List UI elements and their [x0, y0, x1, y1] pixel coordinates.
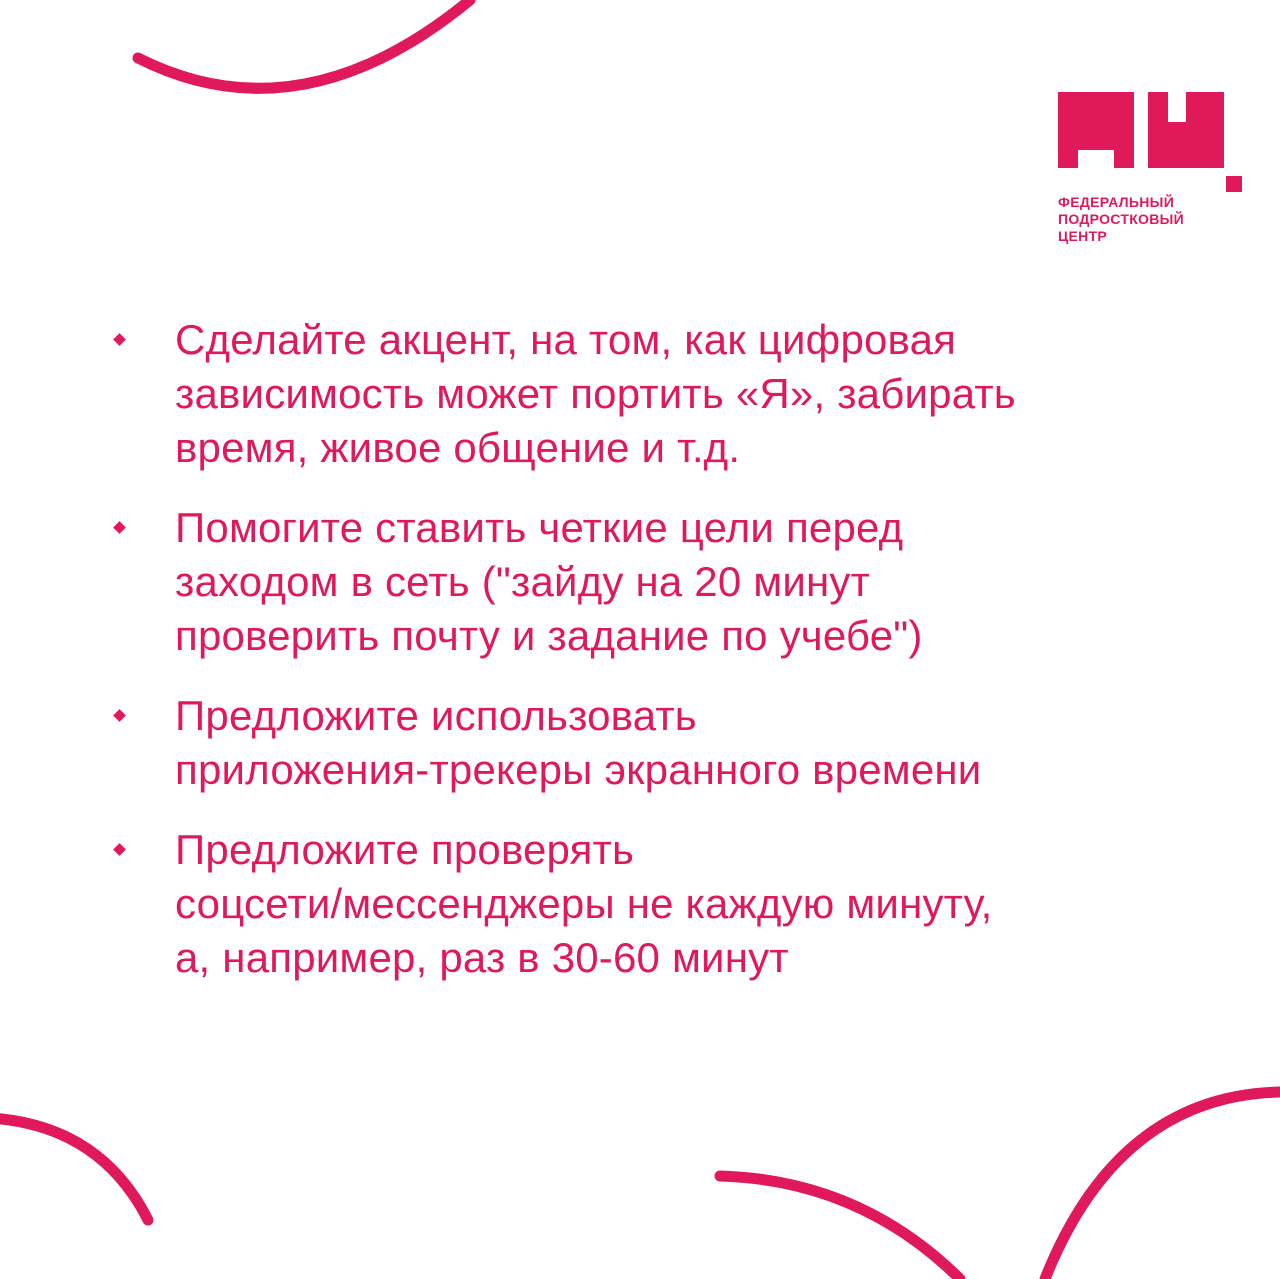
logo-caption-line: ФЕДЕРАЛЬНЫЙ [1058, 194, 1175, 210]
diamond-bullet-icon [113, 521, 126, 534]
tip-text-line: зависимость может портить «Я», забирать [175, 370, 1016, 417]
diamond-bullet-icon [113, 843, 126, 856]
tip-text-line: время, живое общение и т.д. [175, 424, 741, 471]
decorative-arc-top [138, 0, 470, 88]
logo-caption [1058, 194, 1248, 245]
diamond-bullet-icon [113, 333, 126, 346]
federal-teen-center-logo [1058, 92, 1248, 245]
tip-text-line: заходом в сеть ("зайду на 20 минут [175, 558, 871, 605]
tip-item [110, 501, 1170, 663]
decorative-arc-bottom-right [1045, 1092, 1280, 1279]
tip-text-line: Предложите использовать [175, 692, 697, 739]
logo-caption-line: ПОДРОСТКОВЫЙ [1058, 211, 1185, 227]
tip-text-line: Помогите ставить четкие цели перед [175, 504, 904, 551]
tip-text-line: Предложите проверять [175, 826, 635, 873]
tip-item [110, 689, 1170, 797]
tip-text-line: соцсети/мессенджеры не каждую минуту, [175, 880, 993, 927]
logo-mark-icon [1058, 92, 1248, 192]
diamond-bullet-icon [113, 709, 126, 722]
tip-item [110, 823, 1170, 985]
logo-caption-line: ЦЕНТР [1058, 228, 1108, 244]
decorative-arc-bottom-left [0, 1118, 148, 1220]
tips-list [110, 313, 1170, 1011]
tip-text-line: а, например, раз в 30-60 минут [175, 934, 789, 981]
decorative-arc-bottom-middle [720, 1176, 960, 1279]
tip-text-line: проверить почту и задание по учебе") [175, 612, 923, 659]
tip-item [110, 313, 1170, 475]
tip-text-line: приложения-трекеры экранного времени [175, 746, 982, 793]
tip-text-line: Сделайте акцент, на том, как цифровая [175, 316, 957, 363]
